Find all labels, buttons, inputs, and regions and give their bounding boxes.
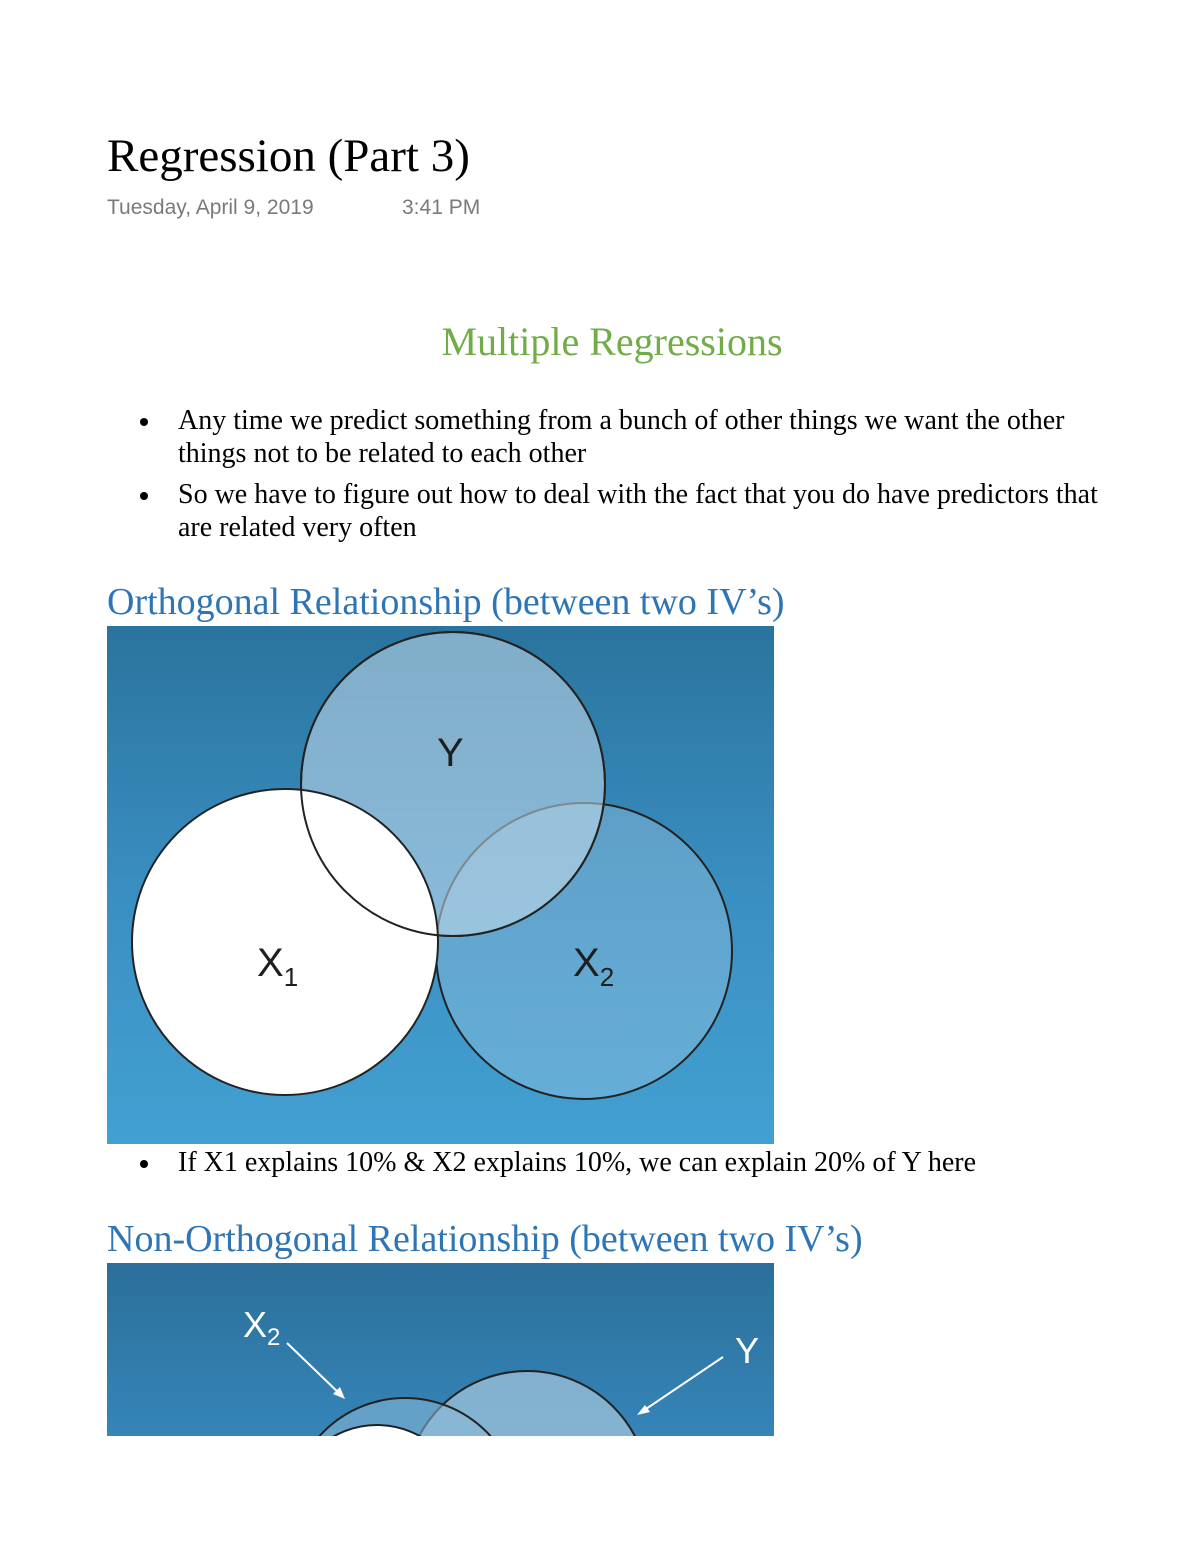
- list-item: If X1 explains 10% & X2 explains 10%, we can explain 20% of Y here: [107, 1146, 1117, 1179]
- page-meta: [107, 195, 481, 221]
- x2-label: $X_2$: [243, 1304, 281, 1351]
- x2-label: $X_2$: [573, 941, 615, 992]
- x1-label: $X_1$: [257, 941, 299, 992]
- section-heading-multiple-regressions: Multiple Regressions: [441, 319, 783, 364]
- page-title: Regression (Part 3): [107, 130, 470, 182]
- non-orthogonal-venn-diagram: [107, 1263, 774, 1436]
- x2-arrow: [287, 1343, 343, 1397]
- section-heading-orthogonal: Orthogonal Relationship (between two IV’s): [107, 581, 785, 623]
- page-date: Tuesday, April 9, 2019: [107, 196, 314, 219]
- x1-circle: [132, 789, 438, 1095]
- y-label: Y: [735, 1330, 760, 1371]
- orthogonal-bullet-list: [107, 1146, 1117, 1179]
- list-item: So we have to figure out how to deal with the fact that you do have predictors that are related very often: [107, 478, 1117, 544]
- y-label: Y: [437, 731, 464, 775]
- venn-svg: [107, 626, 774, 1144]
- venn-svg-2: [107, 1263, 774, 1436]
- page-time: 3:41 PM: [402, 196, 481, 219]
- y-arrow: [640, 1357, 723, 1413]
- section-heading-non-orthogonal: Non-Orthogonal Relationship (between two IV’s): [107, 1218, 863, 1260]
- bullet-list: [107, 404, 1117, 552]
- list-item: Any time we predict something from a bunch of other things we want the other things not to be related to each other: [107, 404, 1117, 470]
- orthogonal-venn-diagram: [107, 626, 774, 1144]
